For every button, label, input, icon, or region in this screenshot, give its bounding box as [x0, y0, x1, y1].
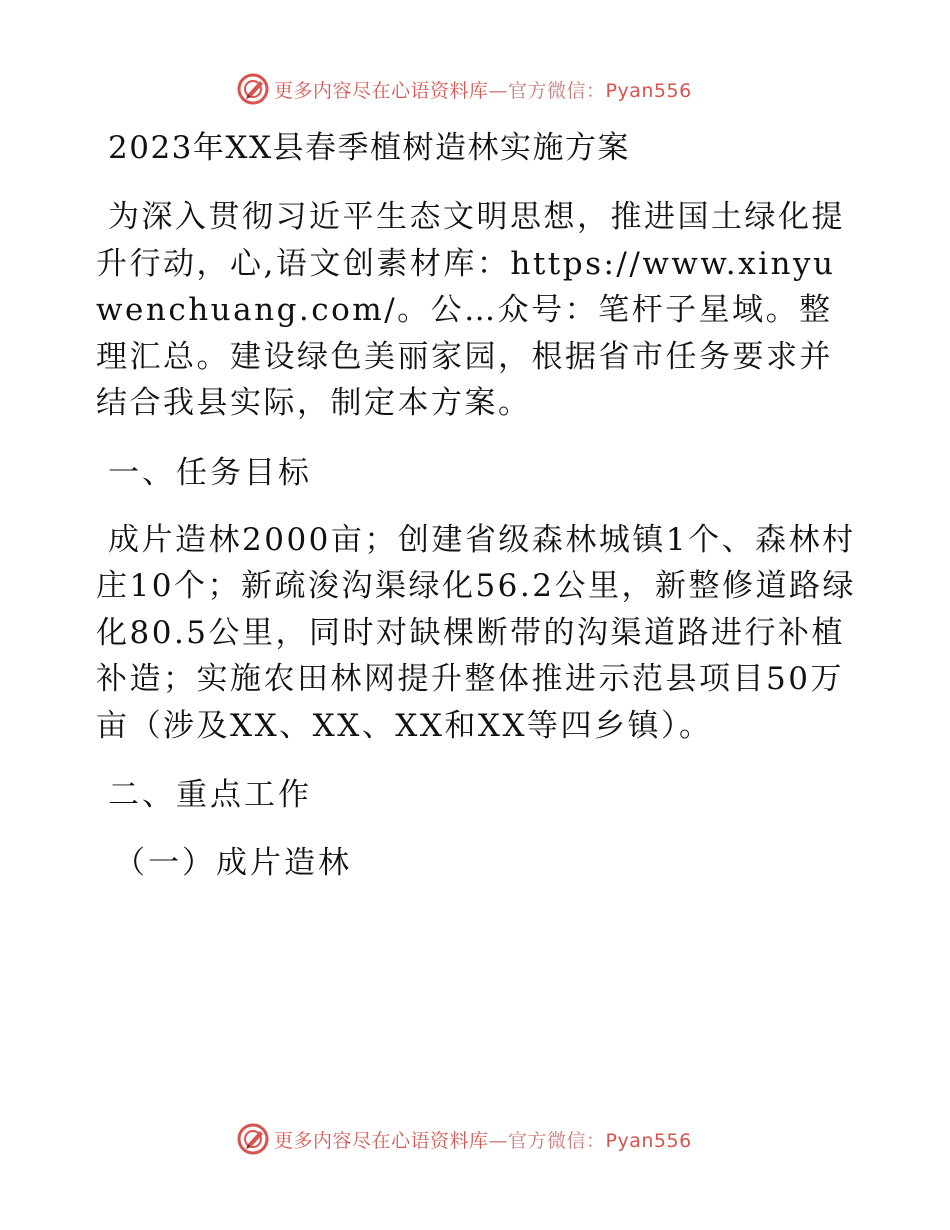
- subsection-heading-afforestation: （一）成片造林: [114, 845, 352, 881]
- watermark-text: 更多内容尽在心语资料库—官方微信：Pyan556: [274, 1129, 692, 1152]
- pen-logo-icon: [236, 72, 270, 106]
- section-heading-goals: 一、任务目标: [108, 454, 312, 491]
- document-body: [96, 124, 856, 907]
- pen-logo-icon: [236, 1122, 270, 1156]
- watermark-header: [236, 72, 692, 106]
- section-heading-key-work: 二、重点工作: [108, 777, 312, 813]
- intro-paragraph: 为深入贯彻习近平生态文明思想，推进国土绿化提升行动，心,语文创素材库：https://www.xinyuwenchuang.com/。公…众号：笔杆子星域。整理汇总。建设绿色美丽家园，根据省市任务要求并结合我县实际，制定本方案。: [96, 199, 845, 421]
- document-title: 2023年XX县春季植树造林实施方案: [108, 130, 631, 166]
- watermark-text: 更多内容尽在心语资料库—官方微信：Pyan556: [274, 79, 692, 102]
- goals-paragraph: 成片造林2000亩；创建省级森林城镇1个、森林村庄10个；新疏浚沟渠绿化56.2公里，新整修道路绿化80.5公里，同时对缺棵断带的沟渠道路进行补植补造；实施农田林网提升整体推进示范县项目50万亩（涉及XX、XX、XX和XX等四乡镇）。: [96, 521, 856, 744]
- watermark-footer: [236, 1122, 692, 1156]
